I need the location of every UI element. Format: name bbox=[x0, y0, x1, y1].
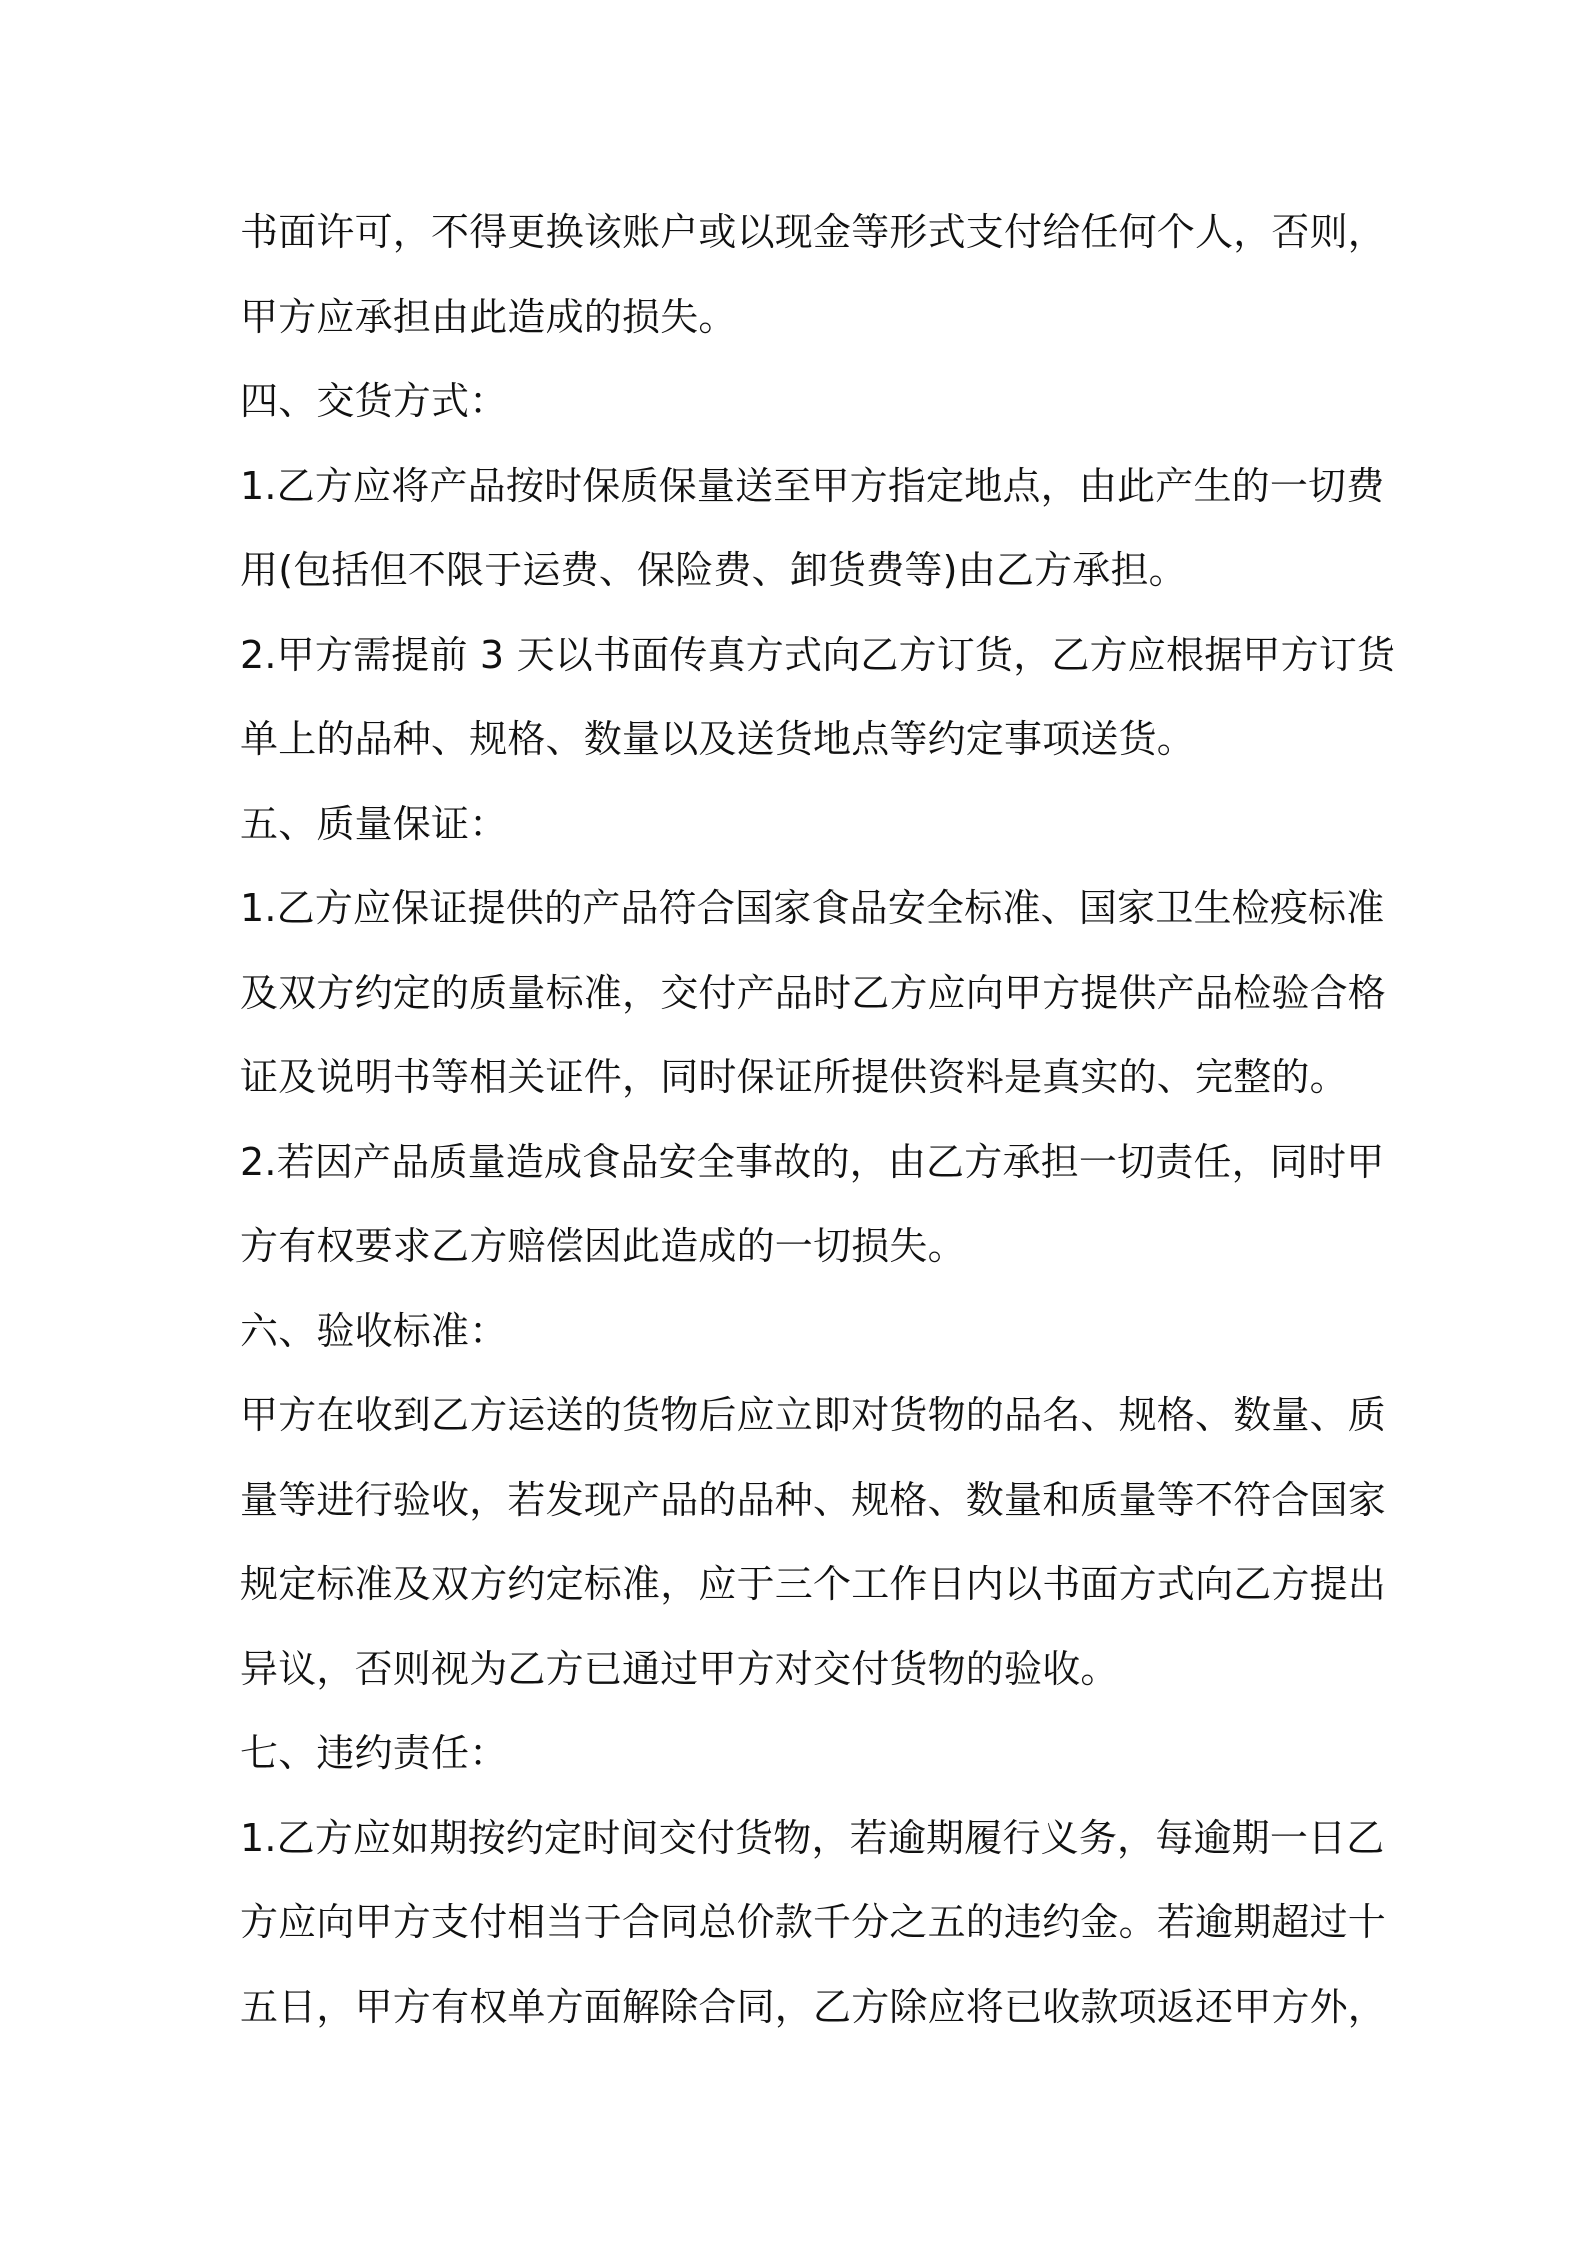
text-line: 规定标准及双方约定标准，应于三个工作日内以书面方式向乙方提出 bbox=[240, 1562, 1387, 1606]
text-line: 方应向甲方支付相当于合同总价款千分之五的违约金。若逾期超过十 bbox=[240, 1900, 1387, 1944]
section-heading: 六、验收标准： bbox=[240, 1308, 508, 1353]
text-line: 五日，甲方有权单方面解除合同，乙方除应将已收款项返还甲方外， bbox=[240, 1984, 1387, 2029]
section-heading: 七、违约责任： bbox=[240, 1731, 508, 1775]
text-line: 方有权要求乙方赔偿因此造成的一切损失。 bbox=[240, 1224, 966, 1268]
text-line: 1.乙方应如期按约定时间交付货物，若逾期履行义务，每逾期一日乙 bbox=[240, 1815, 1385, 1860]
text-line: 2.若因产品质量造成食品安全事故的，由乙方承担一切责任，同时甲 bbox=[240, 1139, 1385, 1184]
text-line: 甲方应承担由此造成的损失。 bbox=[240, 294, 737, 339]
text-line: 1.乙方应将产品按时保质保量送至甲方指定地点，由此产生的一切费 bbox=[240, 463, 1385, 508]
text-line: 量等进行验收，若发现产品的品种、规格、数量和质量等不符合国家 bbox=[240, 1477, 1387, 1522]
text-line: 1.乙方应保证提供的产品符合国家食品安全标准、国家卫生检疫标准 bbox=[240, 886, 1385, 930]
text-line: 2.甲方需提前 3 天以书面传真方式向乙方订货，乙方应根据甲方订货 bbox=[240, 632, 1396, 677]
text-line: 单上的品种、规格、数量以及送货地点等约定事项送货。 bbox=[240, 717, 1196, 761]
text-line: 证及说明书等相关证件，同时保证所提供资料是真实的、完整的。 bbox=[240, 1055, 1348, 1099]
text-line: 书面许可，不得更换该账户或以现金等形式支付给任何个人，否则， bbox=[240, 210, 1387, 254]
text-line: 及双方约定的质量标准，交付产品时乙方应向甲方提供产品检验合格 bbox=[240, 970, 1387, 1015]
section-heading: 四、交货方式： bbox=[240, 379, 508, 423]
text-line: 甲方在收到乙方运送的货物后应立即对货物的品名、规格、数量、质 bbox=[240, 1393, 1387, 1437]
text-line: 异议，否则视为乙方已通过甲方对交付货物的验收。 bbox=[240, 1646, 1119, 1691]
section-heading: 五、质量保证： bbox=[240, 801, 508, 846]
contract-text-body bbox=[240, 200, 1396, 2059]
text-line: 用(包括但不限于运费、保险费、卸货费等)由乙方承担。 bbox=[240, 548, 1187, 592]
